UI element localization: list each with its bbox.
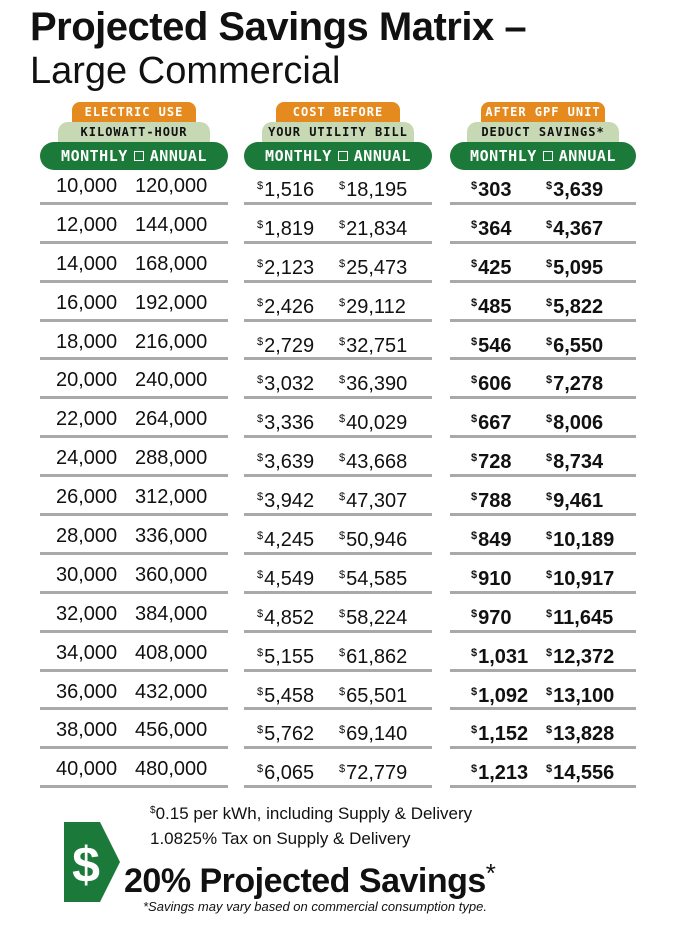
square-icon	[134, 151, 144, 161]
table-cell-sav-m: $1,213	[471, 762, 529, 785]
table-cell-sav-a: $5,095	[546, 256, 604, 279]
page-subtitle: Large Commercial	[30, 50, 341, 92]
row-divider	[40, 474, 228, 477]
row-divider	[244, 202, 432, 205]
table-cell-cost-a: $32,751	[339, 334, 408, 357]
row-divider	[244, 552, 432, 555]
row-divider	[244, 513, 432, 516]
row-divider	[40, 202, 228, 205]
header-annual-label: ANNUAL	[558, 147, 616, 165]
table-cell-cost-a: $54,585	[339, 567, 408, 590]
row-divider	[450, 669, 636, 672]
row-divider	[450, 785, 636, 788]
row-divider	[40, 669, 228, 672]
header-tab-electric-use: ELECTRIC USE	[72, 102, 196, 122]
table-cell-sav-a: $6,550	[546, 334, 604, 357]
table-cell-kwh-a: 144,000	[135, 213, 208, 236]
table-cell-kwh-m: 32,000	[56, 602, 118, 625]
row-divider	[450, 707, 636, 710]
row-divider	[450, 202, 636, 205]
table-cell-sav-a: $14,556	[546, 762, 615, 785]
table-row	[0, 324, 700, 363]
dollar-arrow-icon	[62, 812, 122, 917]
table-cell-sav-m: $1,031	[471, 645, 529, 668]
table-cell-cost-m: $4,245	[257, 529, 315, 552]
table-cell-kwh-a: 120,000	[135, 175, 208, 197]
row-divider	[450, 474, 636, 477]
header-monthly-label: MONTHLY	[470, 147, 537, 165]
row-divider	[244, 357, 432, 360]
table-cell-cost-a: $36,390	[339, 373, 408, 396]
row-divider	[450, 630, 636, 633]
table-cell-sav-m: $606	[471, 373, 512, 396]
table-cell-kwh-m: 10,000	[56, 175, 118, 197]
row-divider	[244, 280, 432, 283]
row-divider	[40, 707, 228, 710]
header-tab-after-gpf: AFTER GPF UNIT	[481, 102, 605, 122]
table-cell-kwh-a: 480,000	[135, 758, 208, 781]
table-cell-sav-a: $4,367	[546, 217, 604, 240]
row-divider	[40, 630, 228, 633]
table-cell-sav-a: $10,189	[546, 529, 615, 552]
table-cell-sav-m: $788	[471, 490, 512, 513]
table-cell-kwh-m: 14,000	[56, 252, 118, 275]
table-cell-sav-m: $910	[471, 567, 512, 590]
header-tab-cost-before: COST BEFORE	[276, 102, 400, 122]
table-cell-kwh-a: 192,000	[135, 291, 208, 314]
table-cell-kwh-m: 40,000	[56, 758, 118, 781]
table-row	[0, 168, 700, 207]
table-cell-sav-a: $12,372	[546, 645, 615, 668]
rate-note: $0.15 per kWh, including Supply & Delivery	[150, 804, 473, 823]
table-cell-sav-m: $849	[471, 529, 512, 552]
table-cell-kwh-m: 20,000	[56, 369, 118, 392]
table-cell-kwh-m: 28,000	[56, 525, 118, 548]
header-monthly-annual	[244, 142, 432, 170]
table-cell-sav-m: $728	[471, 451, 512, 474]
savings-disclaimer: *Savings may vary based on commercial consumption type.	[143, 899, 487, 914]
table-cell-kwh-a: 360,000	[135, 563, 208, 586]
table-row	[0, 518, 700, 557]
row-divider	[450, 746, 636, 749]
table-cell-cost-a: $72,779	[339, 762, 408, 785]
table-cell-sav-a: $3,639	[546, 179, 604, 201]
table-cell-sav-m: $1,092	[471, 684, 529, 707]
row-divider	[244, 435, 432, 438]
row-divider	[40, 396, 228, 399]
table-row	[0, 246, 700, 285]
row-divider	[40, 435, 228, 438]
table-cell-kwh-a: 408,000	[135, 641, 208, 664]
table-cell-kwh-a: 384,000	[135, 602, 208, 625]
table-cell-cost-a: $50,946	[339, 529, 408, 552]
row-divider	[40, 241, 228, 244]
table-cell-cost-m: $1,819	[257, 217, 315, 240]
table-cell-cost-a: $61,862	[339, 645, 408, 668]
table-row	[0, 285, 700, 324]
svg-text:$: $	[72, 837, 100, 893]
header-group-after-gpf	[450, 102, 636, 170]
row-divider	[244, 396, 432, 399]
table-row	[0, 207, 700, 246]
row-divider	[40, 513, 228, 516]
table-cell-cost-m: $1,516	[257, 179, 315, 201]
header-annual-label: ANNUAL	[149, 147, 207, 165]
table-cell-kwh-a: 264,000	[135, 408, 208, 431]
table-cell-cost-a: $29,112	[339, 295, 406, 318]
table-row	[0, 751, 700, 790]
row-divider	[450, 357, 636, 360]
table-cell-sav-m: $364	[471, 217, 512, 240]
row-divider	[450, 396, 636, 399]
table-row	[0, 596, 700, 635]
row-divider	[244, 785, 432, 788]
table-cell-kwh-m: 34,000	[56, 641, 118, 664]
table-cell-sav-m: $303	[471, 179, 512, 201]
row-divider	[40, 319, 228, 322]
table-cell-kwh-a: 432,000	[135, 680, 208, 703]
header-monthly-label: MONTHLY	[265, 147, 332, 165]
row-divider	[244, 746, 432, 749]
table-cell-cost-m: $3,032	[257, 373, 315, 396]
table-cell-kwh-m: 36,000	[56, 680, 118, 703]
table-cell-kwh-m: 18,000	[56, 330, 118, 353]
table-cell-cost-m: $3,336	[257, 412, 315, 435]
row-divider	[450, 552, 636, 555]
row-divider	[244, 630, 432, 633]
table-cell-kwh-m: 26,000	[56, 486, 118, 509]
row-divider	[450, 435, 636, 438]
table-cell-cost-m: $5,458	[257, 684, 315, 707]
row-divider	[40, 552, 228, 555]
table-cell-sav-m: $546	[471, 334, 512, 357]
header-group-cost-before	[244, 102, 432, 170]
table-cell-sav-a: $8,734	[546, 451, 604, 474]
table-cell-cost-a: $21,834	[339, 217, 408, 240]
square-icon	[543, 151, 553, 161]
table-cell-cost-m: $5,762	[257, 723, 315, 746]
table-cell-kwh-a: 216,000	[135, 330, 208, 353]
table-cell-cost-m: $4,549	[257, 567, 315, 590]
header-monthly-annual	[450, 142, 636, 170]
table-cell-cost-m: $5,155	[257, 645, 315, 668]
table-cell-sav-m: $425	[471, 256, 512, 279]
table-cell-cost-a: $47,307	[339, 490, 408, 513]
table-cell-kwh-m: 12,000	[56, 213, 118, 236]
table-cell-kwh-m: 24,000	[56, 447, 118, 470]
table-cell-sav-a: $10,917	[546, 567, 615, 590]
table-cell-sav-m: $1,152	[471, 723, 529, 746]
table-cell-cost-m: $4,852	[257, 606, 315, 629]
table-row	[0, 362, 700, 401]
row-divider	[40, 591, 228, 594]
table-cell-sav-m: $970	[471, 606, 512, 629]
table-cell-cost-a: $40,029	[339, 412, 408, 435]
table-cell-kwh-a: 336,000	[135, 525, 208, 548]
page-title: Projected Savings Matrix –	[30, 5, 527, 49]
table-row	[0, 479, 700, 518]
row-divider	[450, 591, 636, 594]
table-cell-cost-m: $6,065	[257, 762, 315, 785]
row-divider	[244, 319, 432, 322]
table-cell-sav-a: $7,278	[546, 373, 604, 396]
row-divider	[40, 746, 228, 749]
row-divider	[244, 241, 432, 244]
header-sub-utility-bill: YOUR UTILITY BILL	[262, 122, 414, 142]
table-row	[0, 712, 700, 751]
table-cell-sav-m: $667	[471, 412, 512, 435]
table-cell-cost-a: $69,140	[339, 723, 408, 746]
table-cell-cost-m: $3,942	[257, 490, 315, 513]
row-divider	[244, 669, 432, 672]
table-row	[0, 635, 700, 674]
row-divider	[244, 591, 432, 594]
table-cell-cost-m: $2,123	[257, 256, 315, 279]
projected-savings-headline: 20% Projected Savings*	[124, 858, 496, 900]
table-cell-sav-a: $5,822	[546, 295, 604, 318]
tax-note: 1.0825% Tax on Supply & Delivery	[150, 829, 411, 848]
table-cell-kwh-a: 240,000	[135, 369, 208, 392]
table-cell-sav-a: $9,461	[546, 490, 604, 513]
header-monthly-label: MONTHLY	[61, 147, 128, 165]
table-cell-cost-a: $43,668	[339, 451, 408, 474]
table-cell-sav-a: $13,828	[546, 723, 615, 746]
table-cell-cost-a: $65,501	[339, 684, 408, 707]
table-cell-cost-a: $25,473	[339, 256, 408, 279]
row-divider	[244, 474, 432, 477]
table-cell-sav-a: $13,100	[546, 684, 615, 707]
table-row	[0, 674, 700, 713]
header-sub-deduct-savings: DEDUCT SAVINGS*	[467, 122, 619, 142]
table-cell-cost-m: $3,639	[257, 451, 315, 474]
table-cell-sav-m: $485	[471, 295, 512, 318]
table-cell-kwh-a: 288,000	[135, 447, 208, 470]
row-divider	[40, 785, 228, 788]
table-cell-kwh-a: 312,000	[135, 486, 208, 509]
table-cell-sav-a: $8,006	[546, 412, 604, 435]
table-cell-kwh-a: 456,000	[135, 719, 208, 742]
table-row	[0, 557, 700, 596]
table-cell-kwh-m: 16,000	[56, 291, 118, 314]
table-cell-kwh-m: 30,000	[56, 563, 118, 586]
row-divider	[450, 513, 636, 516]
row-divider	[450, 280, 636, 283]
table-cell-cost-m: $2,426	[257, 295, 315, 318]
table-cell-cost-a: $18,195	[339, 179, 408, 201]
table-cell-kwh-a: 168,000	[135, 252, 208, 275]
header-group-electric-use	[40, 102, 228, 170]
table-row	[0, 401, 700, 440]
row-divider	[244, 707, 432, 710]
square-icon	[338, 151, 348, 161]
header-sub-kilowatt-hour: KILOWATT-HOUR	[58, 122, 210, 142]
table-cell-sav-a: $11,645	[546, 606, 614, 629]
table-cell-kwh-m: 38,000	[56, 719, 118, 742]
table-cell-cost-m: $2,729	[257, 334, 315, 357]
table-row	[0, 440, 700, 479]
header-annual-label: ANNUAL	[353, 147, 411, 165]
table-cell-kwh-m: 22,000	[56, 408, 118, 431]
table-cell-cost-a: $58,224	[339, 606, 408, 629]
row-divider	[450, 319, 636, 322]
row-divider	[40, 280, 228, 283]
row-divider	[40, 357, 228, 360]
row-divider	[450, 241, 636, 244]
savings-table	[0, 168, 700, 790]
header-monthly-annual	[40, 142, 228, 170]
